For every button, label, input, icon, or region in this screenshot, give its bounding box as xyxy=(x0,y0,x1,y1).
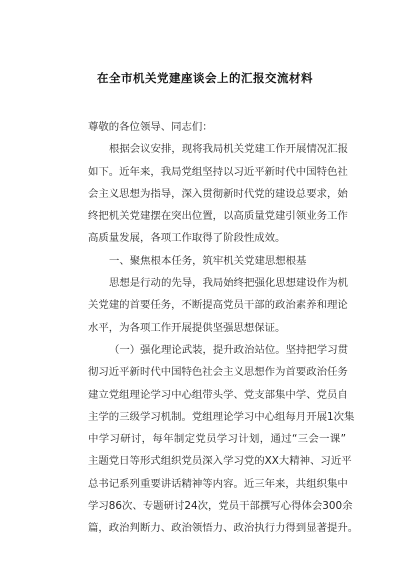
document-title: 在全市机关党建座谈会上的汇报交流材料 xyxy=(97,71,313,85)
paragraph-3-line: 总书记系列重要讲话精神等内容。近三年来，共组织集中 xyxy=(88,477,348,490)
paragraph-2-line: 思想是行动的先导，我局始终把强化思想建设作为机 xyxy=(109,277,348,290)
paragraph-1-line: 如下。近年来，我局党组坚持以习近平新时代中国特色社 xyxy=(88,165,348,178)
paragraph-3-line: 学习86次、专题研讨24次，党员干部撰写心得体会300余 xyxy=(88,500,353,513)
paragraph-1-line: 会主义思想为指导，深入贯彻新时代党的建设总要求，始 xyxy=(88,187,348,200)
document-body xyxy=(88,116,359,540)
paragraph-3-line: 主题党日等形式组织党员深入学习党的XX大精神、习近平 xyxy=(88,455,352,468)
paragraph-3-line: 建立党组理论学习中心组带头学、党支部集中学、党员自 xyxy=(88,388,348,401)
salutation: 尊敬的各位领导、同志们： xyxy=(88,121,213,133)
paragraph-3-line: 主学的三级学习机制。党组理论学习中心组每月开展1次集 xyxy=(88,410,355,423)
paragraph-2-line: 关党建的首要任务，不断提高党员干部的政治素养和理论 xyxy=(88,299,348,312)
paragraph-3-line: 中学习研讨，每年制定党员学习计划，通过“三会一课” xyxy=(88,433,346,446)
paragraph-1-line: 终把机关党建摆在突出位置，以高质量党建引领业务工作 xyxy=(88,210,348,223)
paragraph-3-line: 彻习近平新时代中国特色社会主义思想作为首要政治任务 xyxy=(88,366,348,379)
paragraph-1-line: 高质量发展，各项工作取得了阶段性成效。 xyxy=(88,232,286,245)
paragraph-2-line: 水平，为各项工作开展提供坚强思想保证。 xyxy=(88,321,286,334)
paragraph-3-line: 篇，政治判断力、政治领悟力、政治执行力得到显著提升。 xyxy=(88,522,359,535)
paragraph-3-line: （一）强化理论武装，提升政治站位。坚持把学习贯 xyxy=(109,343,348,356)
section-heading-1: 一、聚焦根本任务，筑牢机关党建思想根基 xyxy=(109,254,307,267)
paragraph-1-line: 根据会议安排，现将我局机关党建工作开展情况汇报 xyxy=(109,143,348,156)
